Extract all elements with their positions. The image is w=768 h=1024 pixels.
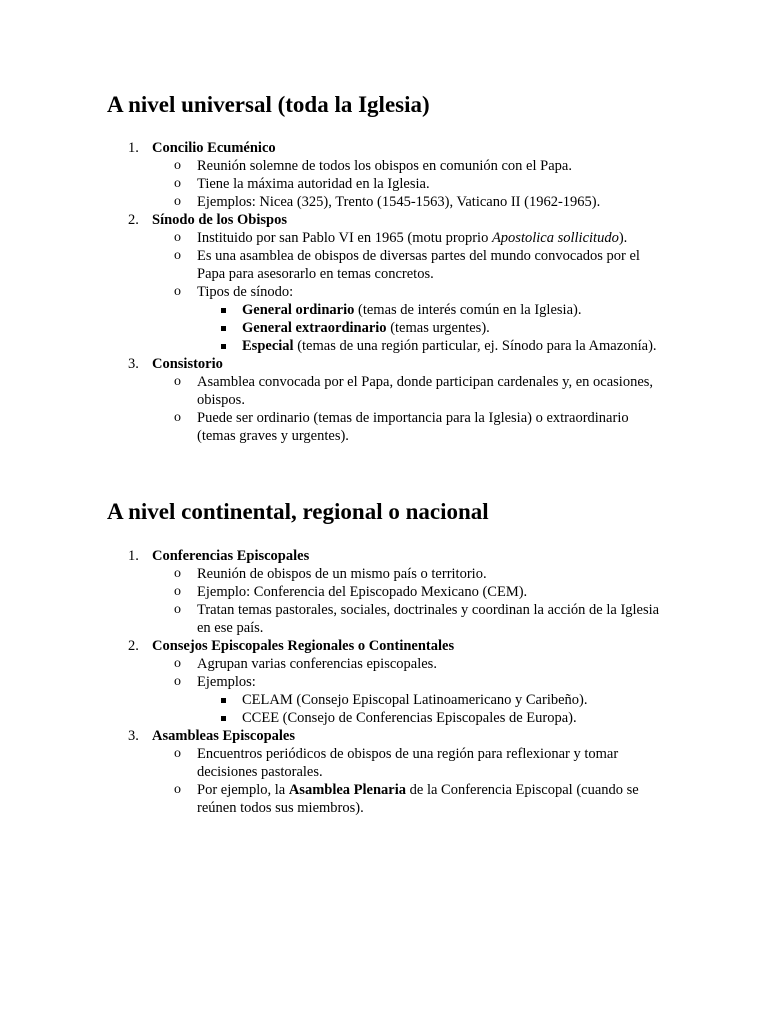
circle-bullet-icon: o	[174, 194, 181, 209]
section-heading-universal: A nivel universal (toda la Iglesia)	[107, 92, 430, 117]
item-title: Conferencias Episcopales	[152, 548, 310, 564]
list-item	[242, 301, 667, 319]
list-item	[174, 229, 667, 247]
circle-bullet-icon: o	[174, 176, 181, 191]
list-item	[242, 337, 667, 355]
circle-bullet-icon: o	[174, 566, 181, 581]
bullet-text: Reunión de obispos de un mismo país o territorio.	[197, 566, 487, 582]
sublist	[152, 157, 667, 211]
list-item	[174, 247, 667, 283]
circle-bullet-icon: o	[174, 410, 181, 425]
item-number: 2.	[128, 212, 139, 228]
list-item	[242, 709, 667, 727]
bullet-text: Ejemplos: Nicea (325), Trento (1545-1563), Vaticano II (1962-1965).	[197, 194, 601, 210]
list-item	[174, 193, 667, 211]
sublist	[152, 373, 667, 445]
bullet-text-italic: Apostolica sollicitudo	[491, 230, 619, 246]
circle-bullet-icon: o	[174, 248, 181, 263]
section-heading-continental: A nivel continental, regional o nacional	[107, 499, 489, 524]
bullet-text: (temas urgentes).	[386, 320, 490, 336]
list-item	[174, 673, 667, 727]
bullet-text: CELAM (Consejo Episcopal Latinoamericano y Caribeño).	[242, 692, 588, 708]
bullet-bold: Especial	[242, 338, 294, 354]
square-bullet-icon	[221, 716, 226, 721]
bullet-text: Tiene la máxima autoridad en la Iglesia.	[197, 176, 430, 192]
list-item	[174, 409, 667, 445]
bullet-bold: General extraordinario	[242, 320, 387, 336]
item-number: 3.	[128, 728, 139, 744]
bullet-text: Tipos de sínodo:	[197, 284, 294, 300]
bullet-text: Puede ser ordinario (temas de importancia para la Iglesia) o extraordinario (temas graves y urgentes).	[197, 410, 629, 444]
circle-bullet-icon: o	[174, 584, 181, 599]
list-item-conferencias	[107, 547, 667, 637]
document-page	[107, 90, 667, 817]
circle-bullet-icon: o	[174, 674, 181, 689]
list-item	[174, 583, 667, 601]
circle-bullet-icon: o	[174, 284, 181, 299]
circle-bullet-icon: o	[174, 158, 181, 173]
bullet-text: (temas de una región particular, ej. Sínodo para la Amazonía).	[293, 338, 657, 354]
list-item	[174, 175, 667, 193]
item-number: 2.	[128, 638, 139, 654]
universal-list	[107, 139, 667, 445]
item-number: 3.	[128, 356, 139, 372]
list-item-consistorio	[107, 355, 667, 445]
bullet-text-bold: Asamblea Plenaria	[288, 782, 407, 798]
bullet-text: Asamblea convocada por el Papa, donde participan cardenales y, en ocasiones, obispos.	[197, 374, 654, 408]
bullet-text-pre: Instituido por san Pablo VI en 1965 (motu proprio	[197, 230, 492, 246]
circle-bullet-icon: o	[174, 656, 181, 671]
item-number: 1.	[128, 548, 139, 564]
list-item	[174, 565, 667, 583]
continental-list	[107, 547, 667, 817]
list-item	[174, 601, 667, 637]
item-title: Consistorio	[152, 356, 223, 372]
circle-bullet-icon: o	[174, 746, 181, 761]
section-continental	[107, 497, 667, 817]
list-item	[242, 691, 667, 709]
list-item	[174, 745, 667, 781]
bullet-text: CCEE (Consejo de Conferencias Episcopales de Europa).	[242, 710, 577, 726]
list-item-asambleas	[107, 727, 667, 817]
list-item-concilio	[107, 139, 667, 211]
item-number: 1.	[128, 140, 139, 156]
bullet-text: Ejemplo: Conferencia del Episcopado Mexicano (CEM).	[197, 584, 528, 600]
sublist	[152, 655, 667, 727]
sublist	[152, 229, 667, 355]
bullet-text: Tratan temas pastorales, sociales, doctrinales y coordinan la acción de la Iglesia en ese país.	[197, 602, 660, 636]
bullet-bold: General ordinario	[242, 302, 355, 318]
list-item	[174, 373, 667, 409]
bullet-text: Agrupan varias conferencias episcopales.	[197, 656, 437, 672]
bullet-text: Encuentros periódicos de obispos de una región para reflexionar y tomar decisiones pastorales.	[197, 746, 619, 780]
circle-bullet-icon: o	[174, 374, 181, 389]
square-bullet-icon	[221, 344, 226, 349]
list-item-consejos	[107, 637, 667, 727]
list-item-sinodo	[107, 211, 667, 355]
bullet-text-pre: Por ejemplo, la	[197, 782, 289, 798]
list-item	[174, 283, 667, 355]
item-title: Sínodo de los Obispos	[152, 212, 287, 228]
sublist	[152, 565, 667, 637]
sublist	[152, 745, 667, 817]
bullet-text: Reunión solemne de todos los obispos en comunión con el Papa.	[197, 158, 572, 174]
item-title: Concilio Ecuménico	[152, 140, 276, 156]
bullet-text: (temas de interés común en la Iglesia).	[354, 302, 582, 318]
circle-bullet-icon: o	[174, 782, 181, 797]
item-title: Consejos Episcopales Regionales o Continentales	[152, 638, 455, 654]
list-item	[242, 319, 667, 337]
sub-sublist	[197, 691, 667, 727]
circle-bullet-icon: o	[174, 602, 181, 617]
bullet-text-post: de la Conferencia Episcopal (cuando se reúnen todos sus miembros).	[197, 782, 639, 816]
bullet-text: Es una asamblea de obispos de diversas partes del mundo convocados por el Papa para asesorarlo en temas concretos.	[197, 248, 640, 282]
bullet-text-post: ).	[618, 230, 628, 246]
list-item	[174, 655, 667, 673]
list-item	[174, 157, 667, 175]
sub-sublist	[197, 301, 667, 355]
square-bullet-icon	[221, 326, 226, 331]
square-bullet-icon	[221, 698, 226, 703]
circle-bullet-icon: o	[174, 230, 181, 245]
list-item	[174, 781, 667, 817]
bullet-text: Ejemplos:	[197, 674, 256, 690]
square-bullet-icon	[221, 308, 226, 313]
item-title: Asambleas Episcopales	[152, 728, 296, 744]
